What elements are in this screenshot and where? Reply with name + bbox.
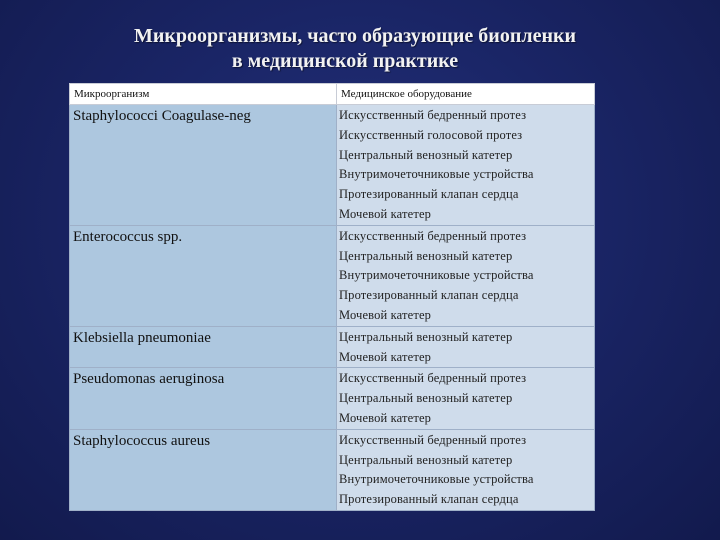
table-row [70,105,595,226]
device-item: Центральный венозный катетер [339,147,513,162]
device-item: Искусственный бедренный протез [339,228,527,243]
devices-cell [337,105,595,226]
organism-cell: Staphylococci Coagulase-neg [70,105,337,226]
device-item: Искусственный бедренный протез [339,371,527,386]
devices-cell [337,326,595,368]
organism-cell: Pseudomonas aeruginosa [70,368,337,429]
organism-cell: Staphylococcus aureus [70,429,337,510]
table-header-row [70,84,595,105]
biofilm-table [69,83,595,511]
device-item: Центральный венозный катетер [339,452,513,467]
device-item: Мочевой катетер [339,410,432,425]
device-item: Центральный венозный катетер [339,329,513,344]
device-item: Мочевой катетер [339,206,432,221]
devices-cell [337,225,595,326]
device-item: Мочевой катетер [339,349,432,364]
device-item: Искусственный бедренный протез [339,108,527,122]
device-item: Протезированный клапан сердца [339,492,519,507]
table-row [70,429,595,510]
device-item: Центральный венозный катетер [339,248,513,263]
table-row [70,225,595,326]
device-item: Искусственный голосовой протез [339,127,523,142]
table-row [70,368,595,429]
device-item: Внутримочеточниковые устройства [339,472,534,487]
device-item: Мочевой катетер [339,307,432,322]
device-item: Центральный венозный катетер [339,391,513,406]
devices-cell [337,368,595,429]
device-item: Протезированный клапан сердца [339,187,519,202]
slide-title-line-1: Микроорганизмы, часто образующие биопленки [133,25,577,47]
slide-title [0,24,720,74]
column-header-devices: Медицинское оборудование [337,84,595,105]
device-item: Внутримочеточниковые устройства [339,167,534,182]
column-header-organism: Микроорганизм [70,84,337,105]
organism-cell: Enterococcus spp. [70,225,337,326]
device-item: Внутримочеточниковые устройства [339,268,534,283]
slide-title-line-2: в медицинской практике [231,50,459,72]
devices-cell [337,429,595,510]
device-item: Протезированный клапан сердца [339,288,519,303]
organism-cell: Klebsiella pneumoniae [70,326,337,368]
table-row [70,326,595,368]
device-item: Искусственный бедренный протез [339,432,527,447]
